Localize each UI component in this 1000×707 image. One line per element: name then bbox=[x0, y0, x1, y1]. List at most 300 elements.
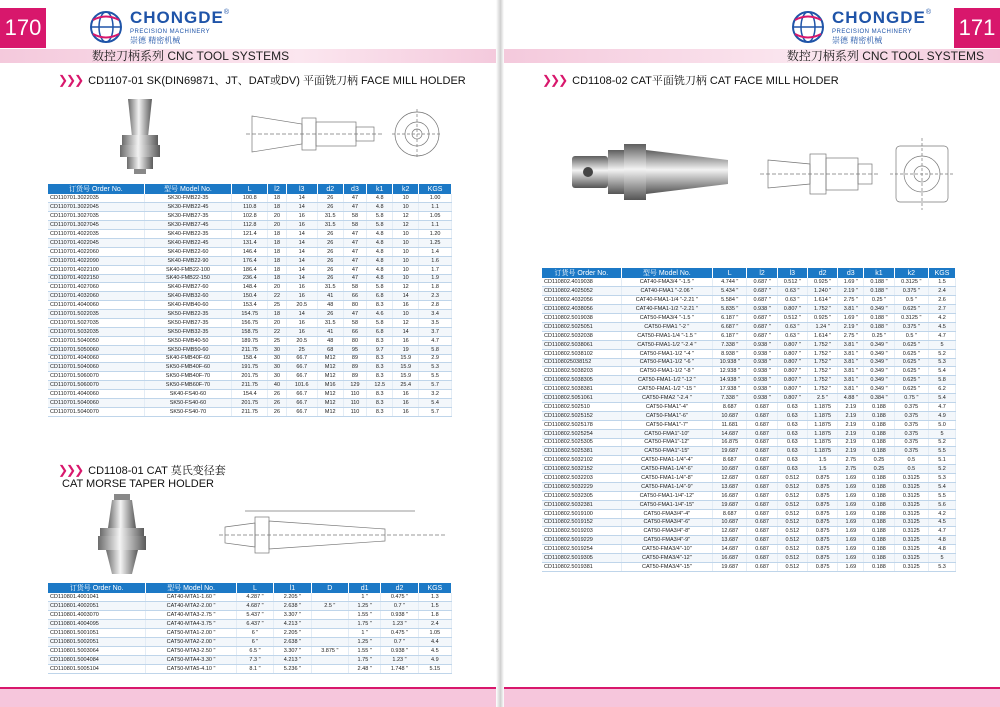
table-cell: 4.8 bbox=[367, 247, 393, 256]
table-cell: CAT40-MTA1-1.60 " bbox=[146, 593, 236, 602]
table-row bbox=[542, 314, 956, 323]
table-cell: 0.7 " bbox=[381, 602, 418, 611]
table-cell: 26 bbox=[268, 398, 286, 407]
table-cell: CAT50-FMA1-1/4"-6" bbox=[621, 465, 712, 474]
table-row bbox=[48, 318, 452, 327]
table-cell: 1.240 " bbox=[807, 287, 837, 296]
table-cell: CD110701.4022090 bbox=[48, 256, 144, 265]
table-cell: 18 bbox=[268, 238, 286, 247]
table-cell: 211.75 bbox=[232, 407, 268, 416]
section-title-face-mill bbox=[58, 72, 466, 88]
table-row bbox=[542, 305, 956, 314]
table-cell: 0.938 " bbox=[747, 394, 777, 403]
table-cell: 16 bbox=[286, 221, 317, 230]
table-cell: 3.5 bbox=[419, 318, 452, 327]
table-cell: M12 bbox=[317, 354, 343, 363]
table-cell: CAT50-FMA1"-12" bbox=[621, 438, 712, 447]
table-cell: 2.4 bbox=[929, 287, 956, 296]
column-header: D bbox=[311, 583, 348, 593]
table-cell: CD110701.4032060 bbox=[48, 292, 144, 301]
table-cell: 58 bbox=[343, 212, 366, 221]
table-cell: CD110801.4003070 bbox=[48, 611, 146, 620]
table-cell: CD110701.5060070 bbox=[48, 381, 144, 390]
table-cell: CAT50-FMA1-1/2 "-12 " bbox=[621, 376, 712, 385]
table-cell: 2.19 bbox=[838, 411, 864, 420]
table-cell: 1.25 " bbox=[349, 637, 381, 646]
table-cell: 0.188 bbox=[864, 554, 894, 563]
column-header: k2 bbox=[894, 268, 928, 278]
table-cell: CAT50-FMA3/4 "-1.5 " bbox=[621, 314, 712, 323]
column-header: L bbox=[236, 583, 273, 593]
table-cell: 1.69 bbox=[838, 536, 864, 545]
table-cell: 5.437 " bbox=[236, 611, 273, 620]
table-cell: SK50-FMB32-35 bbox=[144, 327, 231, 336]
table-cell: 2.3 bbox=[419, 292, 452, 301]
table-cell: 0.5 bbox=[894, 456, 928, 465]
table-cell: 31.5 bbox=[317, 212, 343, 221]
table-cell: CD110701.5040060 bbox=[48, 363, 144, 372]
table-cell: 0.807 " bbox=[777, 385, 807, 394]
table-cell: SK40-FMB32-60 bbox=[144, 292, 231, 301]
table-cell: 14 bbox=[286, 265, 317, 274]
table-cell: 14.938 " bbox=[713, 376, 747, 385]
table-cell: SK30-FMB22-35 bbox=[144, 194, 231, 203]
table-cell: 0.63 bbox=[777, 456, 807, 465]
table-row bbox=[542, 474, 956, 483]
table-cell: CD110701.5040060 bbox=[48, 398, 144, 407]
table-cell: 0.938 " bbox=[381, 646, 418, 655]
table-cell: 9.7 bbox=[367, 345, 393, 354]
table-row bbox=[542, 429, 956, 438]
table-row bbox=[48, 212, 452, 221]
column-header: d1 bbox=[349, 583, 381, 593]
table-cell: 26 bbox=[268, 407, 286, 416]
table-cell: 154.4 bbox=[232, 390, 268, 399]
table-cell: 47 bbox=[343, 203, 366, 212]
table-row bbox=[542, 491, 956, 500]
table-cell: CD110701.5040070 bbox=[48, 407, 144, 416]
table-cell: 14 bbox=[286, 274, 317, 283]
table-cell: CAT50-FMA1-1/2 "-15 " bbox=[621, 385, 712, 394]
table-cell: 14 bbox=[286, 203, 317, 212]
table-cell: 131.4 bbox=[232, 238, 268, 247]
table-cell: 10 bbox=[393, 247, 419, 256]
table-cell: 0.687 bbox=[747, 536, 777, 545]
table-cell: 1.4 bbox=[419, 247, 452, 256]
table-cell: CD110802.5038203 bbox=[542, 367, 621, 376]
table-row bbox=[48, 602, 452, 611]
table-cell: 4.8 bbox=[367, 230, 393, 239]
table-cell: 3.81 " bbox=[838, 305, 864, 314]
table-cell: 4.2 bbox=[929, 314, 956, 323]
table-cell: 0.807 " bbox=[777, 367, 807, 376]
table-cell: CD110802.5025152 bbox=[542, 411, 621, 420]
table-cell: 3.2 bbox=[419, 390, 452, 399]
table-cell: 5.6 bbox=[929, 500, 956, 509]
table-cell: 2.75 " bbox=[838, 331, 864, 340]
table-cell: 0.512 bbox=[777, 518, 807, 527]
table-cell: 16 bbox=[286, 327, 317, 336]
table-cell: 0.938 " bbox=[747, 305, 777, 314]
table-row bbox=[48, 593, 452, 602]
table-cell: 1.23 " bbox=[381, 620, 418, 629]
table-cell: 30 bbox=[268, 354, 286, 363]
table-cell: 14 bbox=[286, 256, 317, 265]
table-cell: CD110802.5025178 bbox=[542, 420, 621, 429]
table-cell: 2.19 bbox=[838, 447, 864, 456]
table-cell: 6.5 " bbox=[236, 646, 273, 655]
table-cell: SK40-FMB40F-60 bbox=[144, 354, 231, 363]
table-cell: 20.5 bbox=[286, 301, 317, 310]
table-cell: 2.19 bbox=[838, 438, 864, 447]
table-cell: 0.875 bbox=[807, 500, 837, 509]
column-header: 型号 Model No. bbox=[621, 268, 712, 278]
table-cell: 16 bbox=[393, 336, 419, 345]
table-cell: 0.687 bbox=[747, 509, 777, 518]
table-cell: 16.875 bbox=[713, 438, 747, 447]
table-cell: 1.752 " bbox=[807, 305, 837, 314]
table-cell bbox=[311, 655, 348, 664]
table-cell: 2.19 bbox=[838, 429, 864, 438]
table-row bbox=[48, 194, 452, 203]
table-cell: 0.512 bbox=[777, 474, 807, 483]
table-cell: 4.9 bbox=[929, 411, 956, 420]
table-cell: 0.63 bbox=[777, 411, 807, 420]
table-row bbox=[542, 367, 956, 376]
table-cell: 1.5 bbox=[807, 456, 837, 465]
table-cell: 0.687 bbox=[747, 438, 777, 447]
page-number: 170 bbox=[0, 8, 46, 48]
table-row bbox=[48, 310, 452, 319]
table-cell: SK50-FMB40F-70 bbox=[144, 372, 231, 381]
table-cell: 0.687 bbox=[747, 402, 777, 411]
page-number: 171 bbox=[954, 8, 1000, 48]
table-cell: 0.3125 bbox=[894, 509, 928, 518]
table-cell: 31.5 bbox=[317, 318, 343, 327]
table-cell: 1.3 bbox=[418, 593, 451, 602]
table-cell: 0.375 bbox=[894, 447, 928, 456]
table-cell: 20 bbox=[268, 212, 286, 221]
table-cell: SK40-FS40-60 bbox=[144, 390, 231, 399]
table-cell: 5.584 " bbox=[713, 296, 747, 305]
table-cell: 6.437 " bbox=[236, 620, 273, 629]
table-row bbox=[542, 554, 956, 563]
column-header: 型号 Model No. bbox=[146, 583, 236, 593]
table-cell: CD110802.5038061 bbox=[542, 340, 621, 349]
table-cell: CD110801.4004095 bbox=[48, 620, 146, 629]
table-cell: M16 bbox=[317, 381, 343, 390]
table-cell: 2.19 " bbox=[838, 287, 864, 296]
table-cell: 5.7 bbox=[419, 381, 452, 390]
table-cell: CD110701.3022045 bbox=[48, 203, 144, 212]
table-cell: M12 bbox=[317, 372, 343, 381]
table-cell: 0.807 " bbox=[777, 340, 807, 349]
table-cell: 1.69 bbox=[838, 474, 864, 483]
table-cell: 4.4 bbox=[418, 637, 451, 646]
table-cell: 201.75 bbox=[232, 398, 268, 407]
table-row bbox=[48, 221, 452, 230]
table-cell: 5.3 bbox=[929, 474, 956, 483]
table-cell: 47 bbox=[343, 247, 366, 256]
table-cell: 80 bbox=[343, 301, 366, 310]
table-cell: CD110801.4001041 bbox=[48, 593, 146, 602]
table-cell: 6.8 bbox=[367, 292, 393, 301]
table-cell: 18 bbox=[268, 194, 286, 203]
table-cell: CD110802.5019305 bbox=[542, 554, 621, 563]
table-cell: 12 bbox=[393, 221, 419, 230]
table-cell: CAT50-MTA5-4.10 " bbox=[146, 664, 236, 673]
table-cell: 48 bbox=[317, 301, 343, 310]
table-cell: 1.752 " bbox=[807, 376, 837, 385]
table-cell: 236.4 bbox=[232, 274, 268, 283]
table-row bbox=[542, 500, 956, 509]
table-cell: 5.8 bbox=[367, 212, 393, 221]
table-cell: 1.1875 bbox=[807, 447, 837, 456]
column-header: 订货号 Order No. bbox=[48, 583, 146, 593]
table-cell: CD110701.4022100 bbox=[48, 265, 144, 274]
table-cell: 8.3 bbox=[367, 390, 393, 399]
table-cell: 15.9 bbox=[393, 363, 419, 372]
table-cell: 5.5 bbox=[419, 372, 452, 381]
table-cell: 31.5 bbox=[317, 283, 343, 292]
table-cell: 0.938 " bbox=[747, 367, 777, 376]
table-cell: 0.384 " bbox=[864, 394, 894, 403]
table-row bbox=[48, 274, 452, 283]
column-header: k1 bbox=[864, 268, 894, 278]
table-cell: 0.938 " bbox=[747, 385, 777, 394]
table-cell: 14 bbox=[286, 194, 317, 203]
table-cell: CD110802.5032152 bbox=[542, 465, 621, 474]
table-cell: CAT50-FMA1-1/4"-12" bbox=[621, 491, 712, 500]
table-cell: SK40-FMB27-60 bbox=[144, 283, 231, 292]
column-header: d2 bbox=[807, 268, 837, 278]
table-cell: 0.475 " bbox=[381, 629, 418, 638]
table-cell: 26 bbox=[317, 256, 343, 265]
table-cell: 14 bbox=[393, 292, 419, 301]
table-cell: CD110701.5040050 bbox=[48, 336, 144, 345]
table-cell: 0.375 bbox=[894, 429, 928, 438]
table-cell: 0.188 bbox=[864, 491, 894, 500]
table-cell: 5.4 bbox=[929, 394, 956, 403]
table-cell: 2.638 " bbox=[274, 602, 311, 611]
table-cell: 8.3 bbox=[367, 354, 393, 363]
column-header: d2 bbox=[381, 583, 418, 593]
table-cell: 129 bbox=[343, 381, 366, 390]
table-cell: 1.69 bbox=[838, 491, 864, 500]
table-cell: CAT50-FMA1"-7" bbox=[621, 420, 712, 429]
table-cell: 176.4 bbox=[232, 256, 268, 265]
section-title-cat-face-mill bbox=[542, 72, 839, 88]
table-cell: CAT50-FMA3/4"-6" bbox=[621, 518, 712, 527]
table-cell: 5.8 bbox=[367, 283, 393, 292]
table-row bbox=[542, 411, 956, 420]
table-cell: 26 bbox=[317, 194, 343, 203]
table-cell: 8.3 bbox=[367, 301, 393, 310]
table-cell: CD110802.5019152 bbox=[542, 518, 621, 527]
table-cell: CD110801.5004084 bbox=[48, 655, 146, 664]
table-cell: 5.4 bbox=[929, 482, 956, 491]
table-cell: 0.687 " bbox=[747, 287, 777, 296]
morse-taper-holder-photo bbox=[82, 492, 162, 576]
table-cell: 0.63 bbox=[777, 429, 807, 438]
table-row bbox=[542, 358, 956, 367]
table-cell: CAT50-FMA1-1/4 "-1.5 " bbox=[621, 331, 712, 340]
table-cell: CAT50-FMA1-1/4"-4" bbox=[621, 456, 712, 465]
table-cell: 66 bbox=[343, 292, 366, 301]
table-cell: SK50-FMB40F-60 bbox=[144, 363, 231, 372]
table-cell: 0.938 " bbox=[747, 349, 777, 358]
registered-mark: ® bbox=[223, 9, 230, 16]
table-cell: 0.875 bbox=[807, 482, 837, 491]
table-cell: 4.7 bbox=[929, 527, 956, 536]
table-cell: 4.287 " bbox=[236, 593, 273, 602]
table-cell: 158.75 bbox=[232, 327, 268, 336]
table-cell: 0.188 bbox=[864, 447, 894, 456]
table-cell: SK40-FMB22-100 bbox=[144, 265, 231, 274]
table-cell: 2.4 bbox=[418, 620, 451, 629]
table-cell: CD110701.5022035 bbox=[48, 310, 144, 319]
table-cell: 0.938 " bbox=[747, 340, 777, 349]
table-cell: 7.338 " bbox=[713, 340, 747, 349]
table-cell: 3.4 bbox=[419, 310, 452, 319]
table-row bbox=[48, 265, 452, 274]
table-cell: 26 bbox=[317, 310, 343, 319]
table-cell: CAT50-FMA3/4"-8" bbox=[621, 527, 712, 536]
column-header: l2 bbox=[268, 184, 286, 194]
table-cell: 1 " bbox=[349, 593, 381, 602]
table-cell: 16.687 bbox=[713, 554, 747, 563]
table-cell: 8.3 bbox=[367, 372, 393, 381]
table-cell: 2.7 bbox=[929, 305, 956, 314]
table-cell: 0.625 " bbox=[894, 376, 928, 385]
table-cell: 20 bbox=[268, 283, 286, 292]
table-cell: CAT50-FMA1-1/2 "-2.4 " bbox=[621, 340, 712, 349]
table-cell: CD110802.5038381 bbox=[542, 385, 621, 394]
table-cell: 1.05 bbox=[419, 212, 452, 221]
morse-taper-table bbox=[48, 583, 452, 674]
table-cell: CAT50-FMA1-1/4"-15" bbox=[621, 500, 712, 509]
table-cell: CD110701.4022060 bbox=[48, 247, 144, 256]
table-cell: 0.475 " bbox=[381, 593, 418, 602]
table-cell: 0.687 " bbox=[747, 296, 777, 305]
table-cell: 150.4 bbox=[232, 292, 268, 301]
face-mill-table bbox=[48, 184, 452, 417]
table-cell: 0.625 " bbox=[894, 349, 928, 358]
table-cell: 16 bbox=[393, 301, 419, 310]
table-cell: 12.938 " bbox=[713, 367, 747, 376]
table-cell: 31.5 bbox=[317, 221, 343, 230]
table-cell: 0.63 bbox=[777, 447, 807, 456]
table-cell: 10 bbox=[393, 274, 419, 283]
table-cell: CAT50-FMA3/4"-15" bbox=[621, 563, 712, 572]
table-row bbox=[48, 398, 452, 407]
table-cell: 0.687 bbox=[747, 447, 777, 456]
table-cell: 6.2 bbox=[929, 385, 956, 394]
table-cell: 191.75 bbox=[232, 363, 268, 372]
table-cell: 10 bbox=[393, 310, 419, 319]
table-cell: 0.188 bbox=[864, 402, 894, 411]
table-cell: 2.205 " bbox=[274, 629, 311, 638]
table-cell: CD110802.5051061 bbox=[542, 394, 621, 403]
band-title: 数控刀柄系列 CNC TOOL SYSTEMS bbox=[92, 49, 290, 63]
table-cell: SK40-FMB22-35 bbox=[144, 230, 231, 239]
table-row bbox=[48, 301, 452, 310]
table-cell: 0.875 bbox=[807, 474, 837, 483]
table-cell: 0.625 " bbox=[894, 367, 928, 376]
table-cell: 0.3125 bbox=[894, 527, 928, 536]
table-cell: SK40-FMB40-60 bbox=[144, 301, 231, 310]
table-cell: 3.81 " bbox=[838, 340, 864, 349]
table-cell: 4.213 " bbox=[274, 655, 311, 664]
table-cell: 6 " bbox=[236, 637, 273, 646]
table-cell: 146.4 bbox=[232, 247, 268, 256]
table-cell: 16 bbox=[393, 398, 419, 407]
table-row bbox=[542, 349, 956, 358]
table-row bbox=[542, 322, 956, 331]
column-header: k1 bbox=[367, 184, 393, 194]
table-cell: CAT50-FMA1-1/2 "-4 " bbox=[621, 349, 712, 358]
table-cell: 16 bbox=[286, 283, 317, 292]
table-cell: 14.687 bbox=[713, 429, 747, 438]
table-cell: 8.687 bbox=[713, 402, 747, 411]
table-cell: 10 bbox=[393, 238, 419, 247]
table-cell: CD110701.4027060 bbox=[48, 283, 144, 292]
table-cell: 41 bbox=[317, 327, 343, 336]
table-cell: 3.307 " bbox=[274, 611, 311, 620]
table-cell: 1.20 bbox=[419, 230, 452, 239]
table-cell: 18 bbox=[268, 230, 286, 239]
table-cell: 18 bbox=[268, 265, 286, 274]
footer-band bbox=[0, 689, 500, 707]
table-cell: 5.8 bbox=[419, 345, 452, 354]
table-cell: 1.1875 bbox=[807, 438, 837, 447]
table-row bbox=[48, 646, 452, 655]
table-cell: 186.4 bbox=[232, 265, 268, 274]
table-cell: CD110802.5025254 bbox=[542, 429, 621, 438]
table-cell: 1 " bbox=[349, 629, 381, 638]
table-cell: 0.63 " bbox=[777, 331, 807, 340]
table-cell: 1.25 bbox=[419, 238, 452, 247]
table-cell: 8.938 " bbox=[713, 349, 747, 358]
table-cell: 19.687 bbox=[713, 500, 747, 509]
table-cell: CD110701.4022045 bbox=[48, 238, 144, 247]
table-cell bbox=[311, 629, 348, 638]
table-cell: CAT50-FMA1"-4" bbox=[621, 402, 712, 411]
table-cell: 100.8 bbox=[232, 194, 268, 203]
table-cell: CAT50-FMA1"-6" bbox=[621, 411, 712, 420]
table-row bbox=[542, 438, 956, 447]
table-cell: 20.5 bbox=[286, 336, 317, 345]
column-header: KGS bbox=[419, 184, 452, 194]
table-cell: 1.1875 bbox=[807, 411, 837, 420]
table-cell: CAT50-MTA1-2.00 " bbox=[146, 629, 236, 638]
table-cell: 0.875 bbox=[807, 509, 837, 518]
table-cell: 0.349 " bbox=[864, 367, 894, 376]
table-cell: 3.81 " bbox=[838, 385, 864, 394]
table-cell: 0.188 bbox=[864, 420, 894, 429]
table-cell: 19.687 bbox=[713, 563, 747, 572]
column-header: 型号 Model No. bbox=[144, 184, 231, 194]
table-row bbox=[542, 456, 956, 465]
table-cell: 5.236 " bbox=[274, 664, 311, 673]
table-cell: CAT50-FMA1-1/2 "-8 " bbox=[621, 367, 712, 376]
table-row bbox=[48, 637, 452, 646]
table-cell: 1.752 " bbox=[807, 367, 837, 376]
table-cell: 4.7 bbox=[929, 402, 956, 411]
table-cell: 8.3 bbox=[367, 336, 393, 345]
table-cell: 4.8 bbox=[367, 265, 393, 274]
table-cell: 2.48 " bbox=[349, 664, 381, 673]
